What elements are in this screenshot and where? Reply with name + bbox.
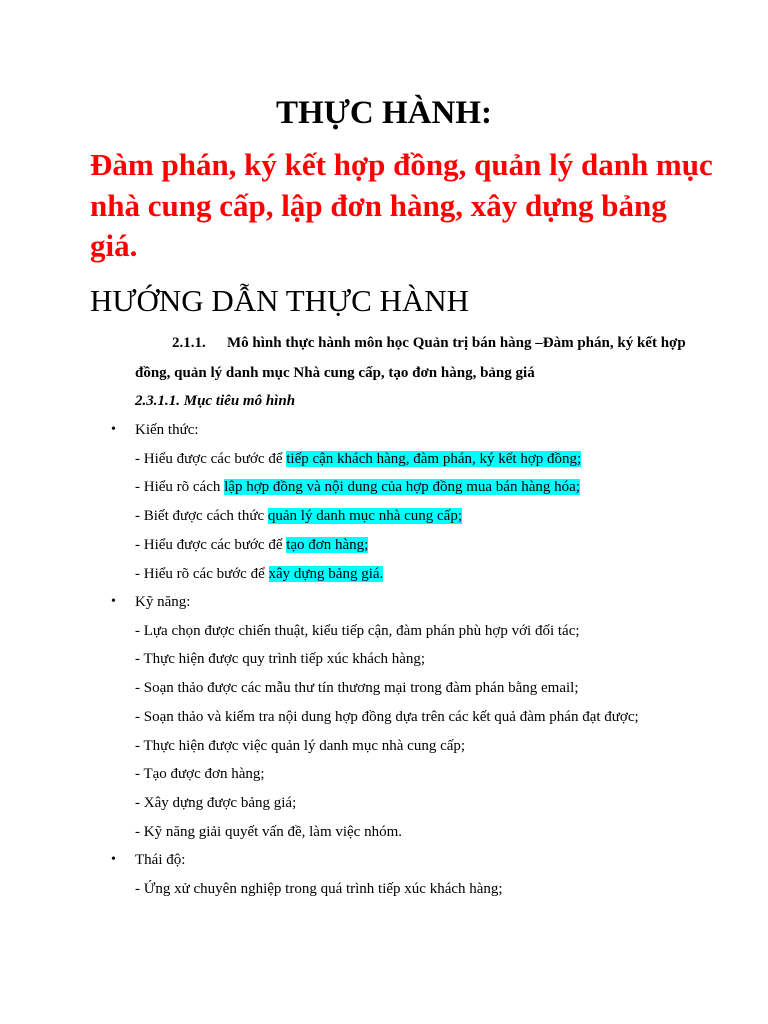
highlighted-text: xây dựng bảng giá. [268,565,384,582]
item-prefix: - Hiểu rõ cách [135,479,225,496]
skills-section [111,588,639,846]
bullet-icon: • [111,594,116,609]
skills-item: - Thực hiện được quy trình tiếp xúc khách hàng; [135,651,426,668]
skills-item: - Xây dựng được bảng giá; [135,794,297,811]
skills-label: Kỹ năng: [135,594,191,610]
skills-header [111,588,639,617]
page-subtitle: Đàm phán, ký kết hợp đồng, quản lý danh mục nhà cung cấp, lập đơn hàng, xây dựng bảng giá. [90,147,713,263]
guide-title: HƯỚNG DẪN THỰC HÀNH [90,283,470,318]
attitude-header [111,846,503,875]
item-prefix: - Hiểu được các bước để [135,536,287,553]
page-title: THỰC HÀNH: [275,95,492,131]
bullet-icon: • [111,422,116,437]
bullet-icon: • [111,852,116,867]
knowledge-item [135,473,581,502]
item-prefix: - Hiểu được các bước để [135,450,287,467]
skills-item: - Tạo được đơn hàng; [135,766,265,783]
skills-item: - Lựa chọn được chiến thuật, kiểu tiếp cận, đàm phán phù hợp với đối tác; [135,622,580,639]
highlighted-text: lập hợp đồng và nội dung của hợp đồng mua bán hàng hóa; [224,479,580,496]
knowledge-item [135,502,581,531]
highlighted-text: tạo đơn hàng; [286,536,369,553]
knowledge-section [111,416,582,588]
knowledge-header [111,416,581,445]
skills-item: - Kỹ năng giải quyết vấn đề, làm việc nhóm. [135,823,403,840]
item-prefix: - Biết được cách thức [135,508,268,525]
attitude-section [111,846,503,903]
knowledge-item [135,560,581,589]
item-prefix: - Hiểu rõ các bước để [135,565,269,582]
knowledge-label: Kiến thức: [135,422,199,438]
attitude-item: - Ứng xử chuyên nghiệp trong quá trình tiếp xúc khách hàng; [135,880,503,897]
skills-item: - Thực hiện được việc quản lý danh mục nhà cung cấp; [135,737,466,754]
section-number: 2.1.1. [172,335,206,351]
section-heading [135,328,755,388]
attitude-label: Thái độ: [135,852,186,868]
section-heading-line-2: đồng, quản lý danh mục Nhà cung cấp, tạo đơn hàng, bảng giá [135,365,535,381]
objective-heading: 2.3.1.1. Mục tiêu mô hình [135,393,296,409]
section-heading-text-1: Mô hình thực hành môn học Quản trị bán hàng –Đàm phán, ký kết hợp [227,335,686,351]
highlighted-text: tiếp cận khách hàng, đàm phán, ký kết hợp đồng; [286,450,582,467]
knowledge-item [135,531,581,560]
skills-item: - Soạn thảo và kiểm tra nội dung hợp đồng dựa trên các kết quả đàm phán đạt được; [135,708,639,725]
skills-item: - Soạn thảo được các mẫu thư tín thương mại trong đàm phán bằng email; [135,680,579,697]
highlighted-text: quản lý danh mục nhà cung cấp; [267,508,462,525]
section-heading-line-1 [135,328,755,358]
knowledge-item [135,445,581,474]
